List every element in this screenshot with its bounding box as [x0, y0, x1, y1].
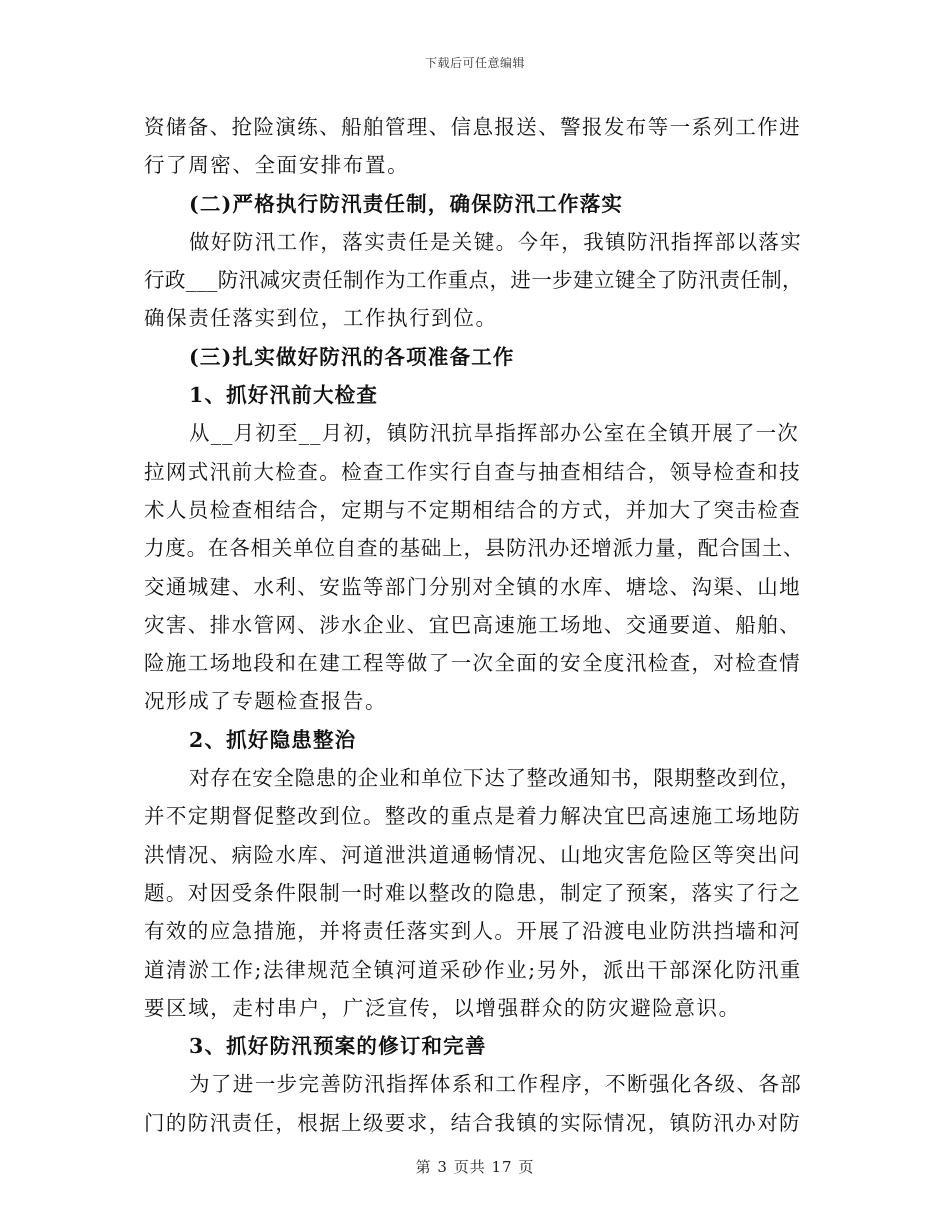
paragraph-line: 洪情况、病险水库、河道泄洪道通畅情况、山地灾害危险区等突出问 [144, 842, 801, 867]
paragraph-line: 确保责任落实到位，工作执行到位。 [144, 306, 498, 331]
paragraph-line: 从__月初至__月初，镇防汛抗旱指挥部办公室在全镇开展了一次 [189, 421, 799, 446]
paragraph-line: 术人员检查相结合，定期与不定期相结合的方式，并加大了突击检查 [144, 497, 801, 522]
paragraph-line: 为了进一步完善防汛指挥体系和工作程序，不断强化各级、各部 [189, 1072, 803, 1097]
paragraph-line: 险施工场地段和在建工程等做了一次全面的安全度汛检查，对检查情 [144, 651, 801, 676]
paragraph-line: 做好防汛工作，落实责任是关键。今年，我镇防汛指挥部以落实 [189, 229, 803, 254]
paragraph-line: 并不定期督促整改到位。整改的重点是着力解决宜巴高速施工场地防 [144, 804, 801, 829]
page-header: 下载后可任意编辑 [424, 56, 525, 70]
section-heading: 3、抓好防汛预案的修订和完善 [189, 1034, 487, 1059]
paragraph-line: 对存在安全隐患的企业和单位下达了整改通知书，限期整改到位， [189, 766, 801, 791]
paragraph-line: 力度。在各相关单位自查的基础上，县防汛办还增派力量，配合国土、 [144, 536, 805, 561]
paragraph-line: 资储备、抢险演练、船舶管理、信息报送、警报发布等一系列工作进 [144, 115, 801, 139]
paragraph-line: 道清淤工作;法律规范全镇河道采砂作业;另外，派出干部深化防汛重 [144, 957, 802, 982]
page-footer: 第 3 页共 17 页 [415, 1158, 535, 1176]
section-heading: (三)扎实做好防汛的各项准备工作 [189, 344, 515, 369]
paragraph-line: 行政___防汛减灾责任制作为工作重点，进一步建立键全了防汛责任制， [144, 268, 803, 293]
paragraph-line: 况形成了专题检查报告。 [144, 689, 388, 714]
paragraph-line: 有效的应急措施，并将责任落实到人。开展了沿渡电业防洪挡墙和河 [144, 919, 801, 944]
paragraph-line: 拉网式汛前大检查。检查工作实行自查与抽查相结合，领导检查和技 [144, 459, 801, 484]
paragraph-line: 要区域，走村串户，广泛宣传，以增强群众的防灾避险意识。 [144, 995, 741, 1020]
paragraph-line: 行了周密、全面安排布置。 [144, 153, 410, 178]
paragraph-line: 题。对因受条件限制一时难以整改的隐患，制定了预案，落实了行之 [144, 880, 801, 905]
paragraph-line: 门的防汛责任，根据上级要求，结合我镇的实际情况，镇防汛办对防 [144, 1110, 801, 1135]
section-heading: 1、抓好汛前大检查 [189, 383, 379, 408]
paragraph-line: 交通城建、水利、安监等部门分别对全镇的水库、塘埝、沟渠、山地 [144, 574, 801, 599]
section-heading: 2、抓好隐患整治 [189, 727, 357, 752]
section-heading: (二)严格执行防汛责任制，确保防汛工作落实 [189, 191, 624, 216]
document-body [144, 108, 804, 1142]
paragraph-line: 灾害、排水管网、涉水企业、宜巴高速施工场地、交通要道、船舶、 [144, 612, 801, 637]
